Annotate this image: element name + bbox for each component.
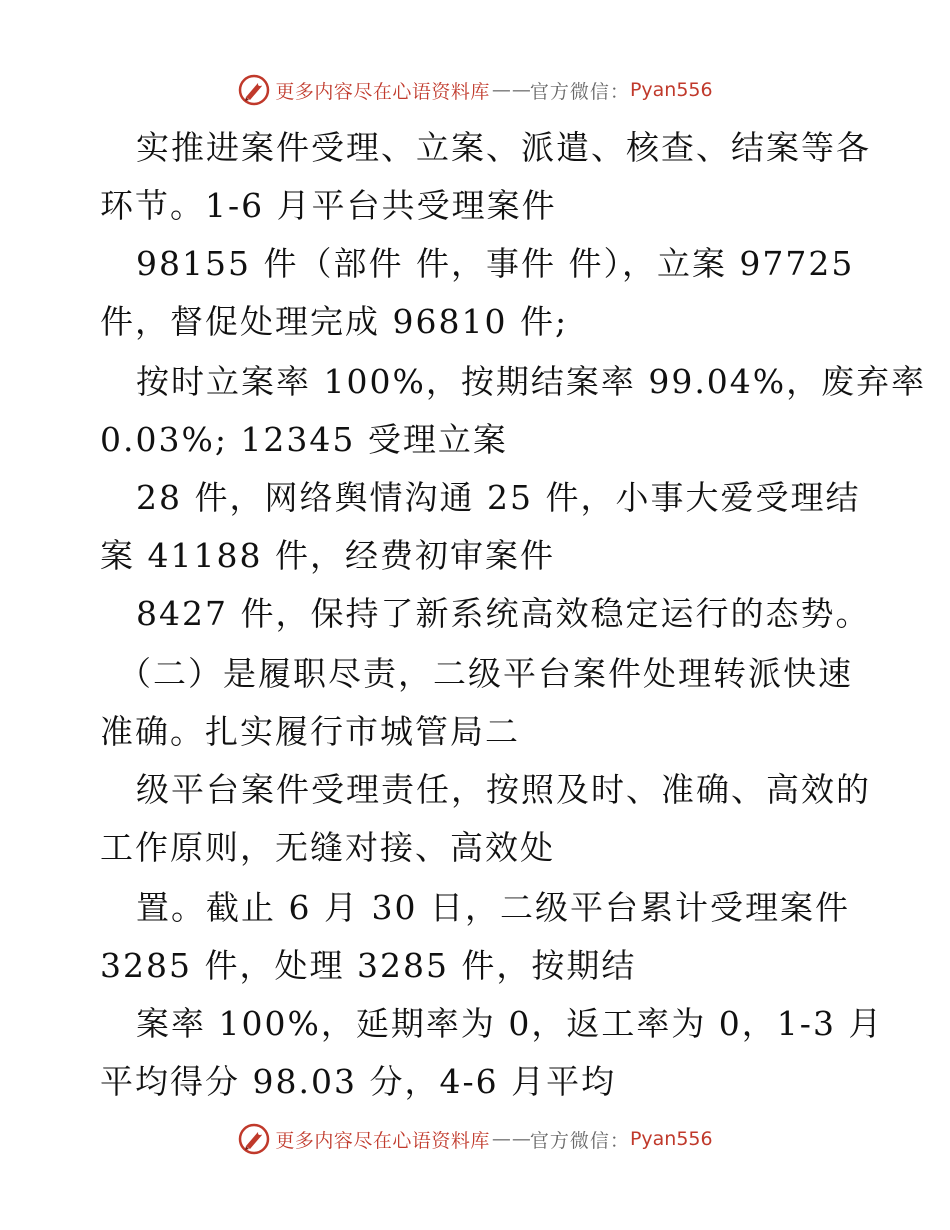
watermark-dash-extra: — <box>511 79 528 101</box>
text-line: 环节。1-6 月平台共受理案件 <box>100 186 557 225</box>
text-line: 按时立案率 100%，按期结案率 99.04%，废弃率 <box>136 362 927 401</box>
text-line: （二）是履职尽责，二级平台案件处理转派快速 <box>118 654 853 693</box>
text-line: 28 件，网络舆情沟通 25 件，小事大爱受理结 <box>136 478 861 517</box>
text-line: 平均得分 98.03 分，4-6 月平均 <box>100 1062 617 1101</box>
pen-seal-logo-icon <box>237 73 271 107</box>
pen-seal-logo-icon <box>237 1122 271 1156</box>
watermark-dash: — <box>491 79 508 101</box>
watermark-text: 更多内容尽在心语资料库 <box>275 80 490 103</box>
watermark-wechat-id: Pyan556 <box>629 1128 713 1150</box>
text-line: 件，督促处理完成 96810 件; <box>100 302 569 341</box>
watermark-official-label: 官方微信： <box>529 1129 630 1152</box>
footer-watermark <box>0 1122 950 1156</box>
watermark-dash: — <box>491 1128 508 1150</box>
header-watermark <box>0 73 950 107</box>
text-line: 98155 件（部件 件，事件 件），立案 97725 <box>136 244 855 283</box>
text-line: 实推进案件受理、立案、派遣、核查、结案等各 <box>136 128 871 167</box>
watermark-dash-extra: — <box>511 1128 528 1150</box>
text-line: 工作原则，无缝对接、高效处 <box>100 828 555 867</box>
text-line: 8427 件，保持了新系统高效稳定运行的态势。 <box>136 594 871 633</box>
watermark-text: 更多内容尽在心语资料库 <box>275 1129 490 1152</box>
text-line: 案 41188 件，经费初审案件 <box>100 536 555 575</box>
text-line: 0.03%; 12345 受理立案 <box>100 420 508 459</box>
text-line: 级平台案件受理责任，按照及时、准确、高效的 <box>136 770 871 809</box>
text-line: 置。截止 6 月 30 日，二级平台累计受理案件 <box>136 888 850 927</box>
text-line: 准确。扎实履行市城管局二 <box>100 712 520 751</box>
watermark-official-label: 官方微信： <box>529 80 630 103</box>
text-line: 案率 100%，延期率为 0，返工率为 0，1-3 月 <box>136 1004 884 1043</box>
text-line: 3285 件，处理 3285 件，按期结 <box>100 946 637 985</box>
watermark-wechat-id: Pyan556 <box>629 79 713 101</box>
